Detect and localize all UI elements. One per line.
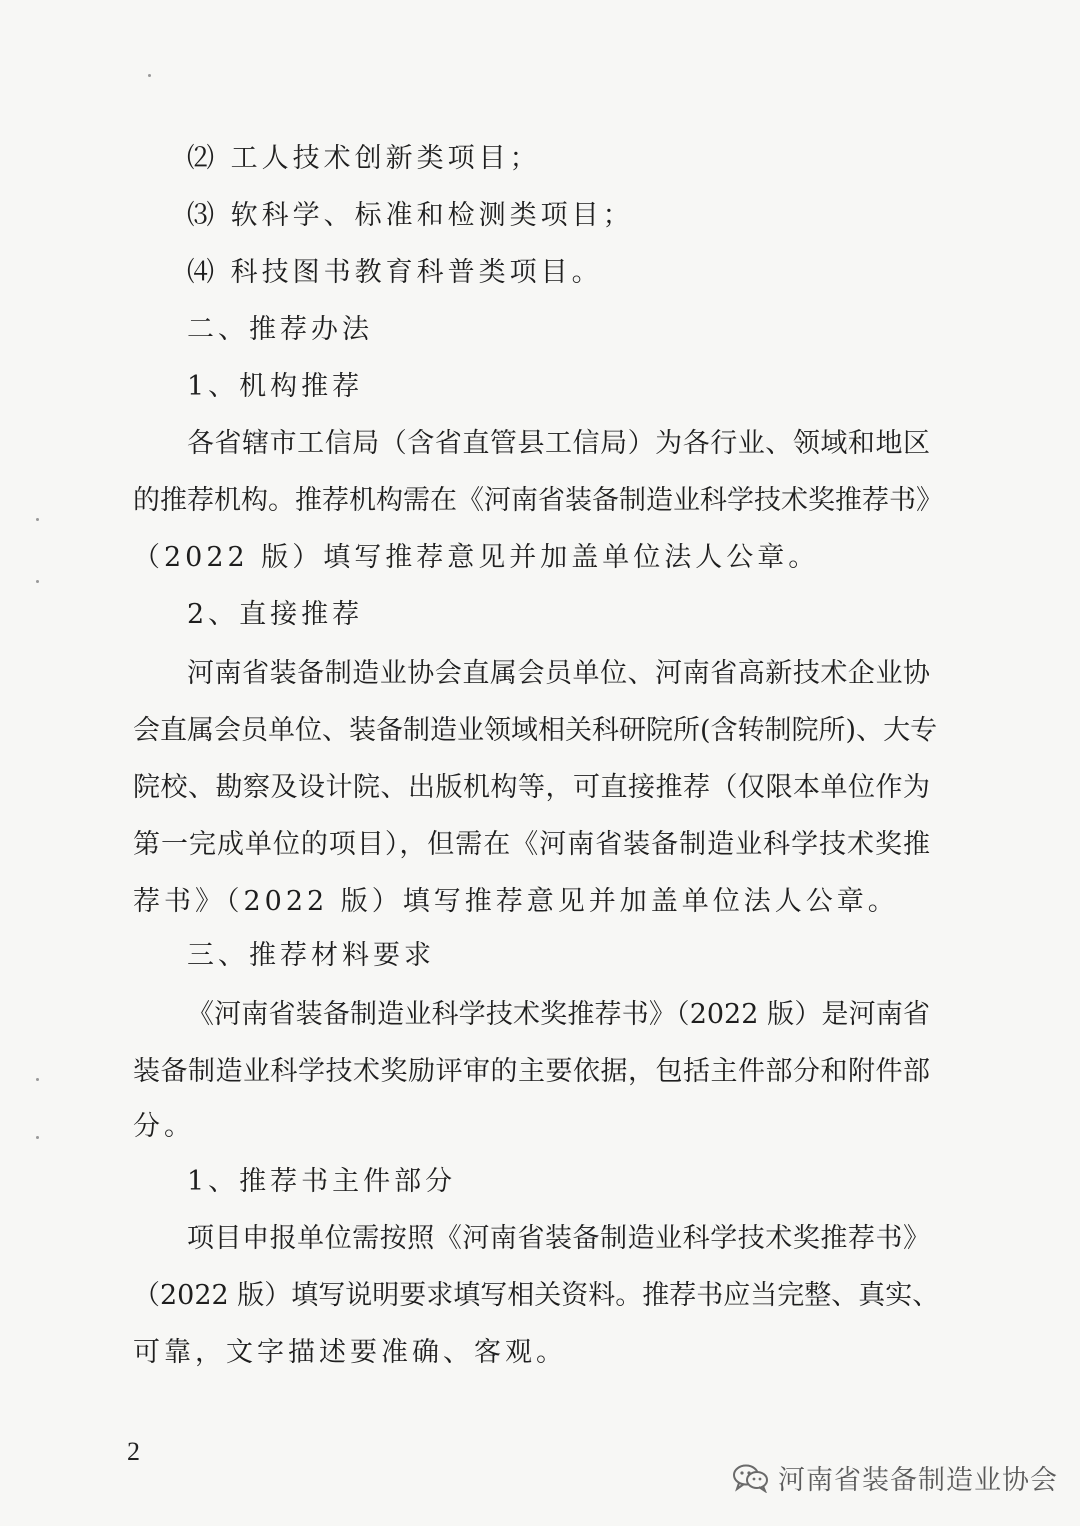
paragraph-line: 荐书》（2022 版）填写推荐意见并加盖单位法人公章。 xyxy=(133,886,899,917)
scan-speck xyxy=(36,518,39,521)
paragraph-line: 可靠，文字描述要准确、客观。 xyxy=(133,1337,567,1368)
section-heading: 二、推荐办法 xyxy=(187,314,373,345)
paragraph-line: 院校、勘察及设计院、出版机构等，可直接推荐（仅限本单位作为 xyxy=(133,772,930,803)
scan-speck xyxy=(148,74,151,77)
paragraph-line: 第一完成单位的项目），但需在《河南省装备制造业科学技术奖推 xyxy=(133,829,930,860)
paragraph-line: 河南省装备制造业协会直属会员单位、河南省高新技术企业协 xyxy=(187,658,930,689)
page-number: 2 xyxy=(127,1437,140,1466)
scan-speck xyxy=(36,1078,39,1081)
paragraph-line: 分。 xyxy=(133,1111,195,1142)
paragraph-line: 《河南省装备制造业科学技术奖推荐书》（2022 版）是河南省 xyxy=(187,999,930,1030)
paragraph-line: 项目申报单位需按照《河南省装备制造业科学技术奖推荐书》 xyxy=(187,1223,930,1254)
paragraph-line: （2022 版）填写推荐意见并加盖单位法人公章。 xyxy=(133,542,820,573)
watermark-text: 河南省装备制造业协会 xyxy=(778,1465,1058,1496)
scan-speck xyxy=(36,1136,39,1139)
scan-speck xyxy=(36,580,39,583)
subsection-heading: 2、直接推荐 xyxy=(187,599,364,630)
list-item: ⑷ 科技图书教育科普类项目。 xyxy=(187,257,603,288)
paragraph-line: 装备制造业科学技术奖励评审的主要依据，包括主件部分和附件部 xyxy=(133,1056,930,1087)
watermark xyxy=(732,1458,1058,1497)
paragraph-line: 会直属会员单位、装备制造业领域相关科研院所(含转制院所)、大专 xyxy=(133,715,938,746)
paragraph-line: 各省辖市工信局（含省直管县工信局）为各行业、领域和地区 xyxy=(187,428,930,459)
section-heading: 三、推荐材料要求 xyxy=(187,940,435,971)
subsection-heading: 1、机构推荐 xyxy=(187,371,364,402)
paragraph-line: （2022 版）填写说明要求填写相关资料。推荐书应当完整、真实、 xyxy=(133,1280,940,1311)
list-item: ⑶ 软科学、标准和检测类项目； xyxy=(187,200,634,231)
paragraph-line: 的推荐机构。推荐机构需在《河南省装备制造业科学技术奖推荐书》 xyxy=(133,485,943,516)
list-item: ⑵ 工人技术创新类项目； xyxy=(187,143,541,174)
subsection-heading: 1、推荐书主件部分 xyxy=(187,1166,457,1197)
wechat-icon xyxy=(732,1463,770,1493)
